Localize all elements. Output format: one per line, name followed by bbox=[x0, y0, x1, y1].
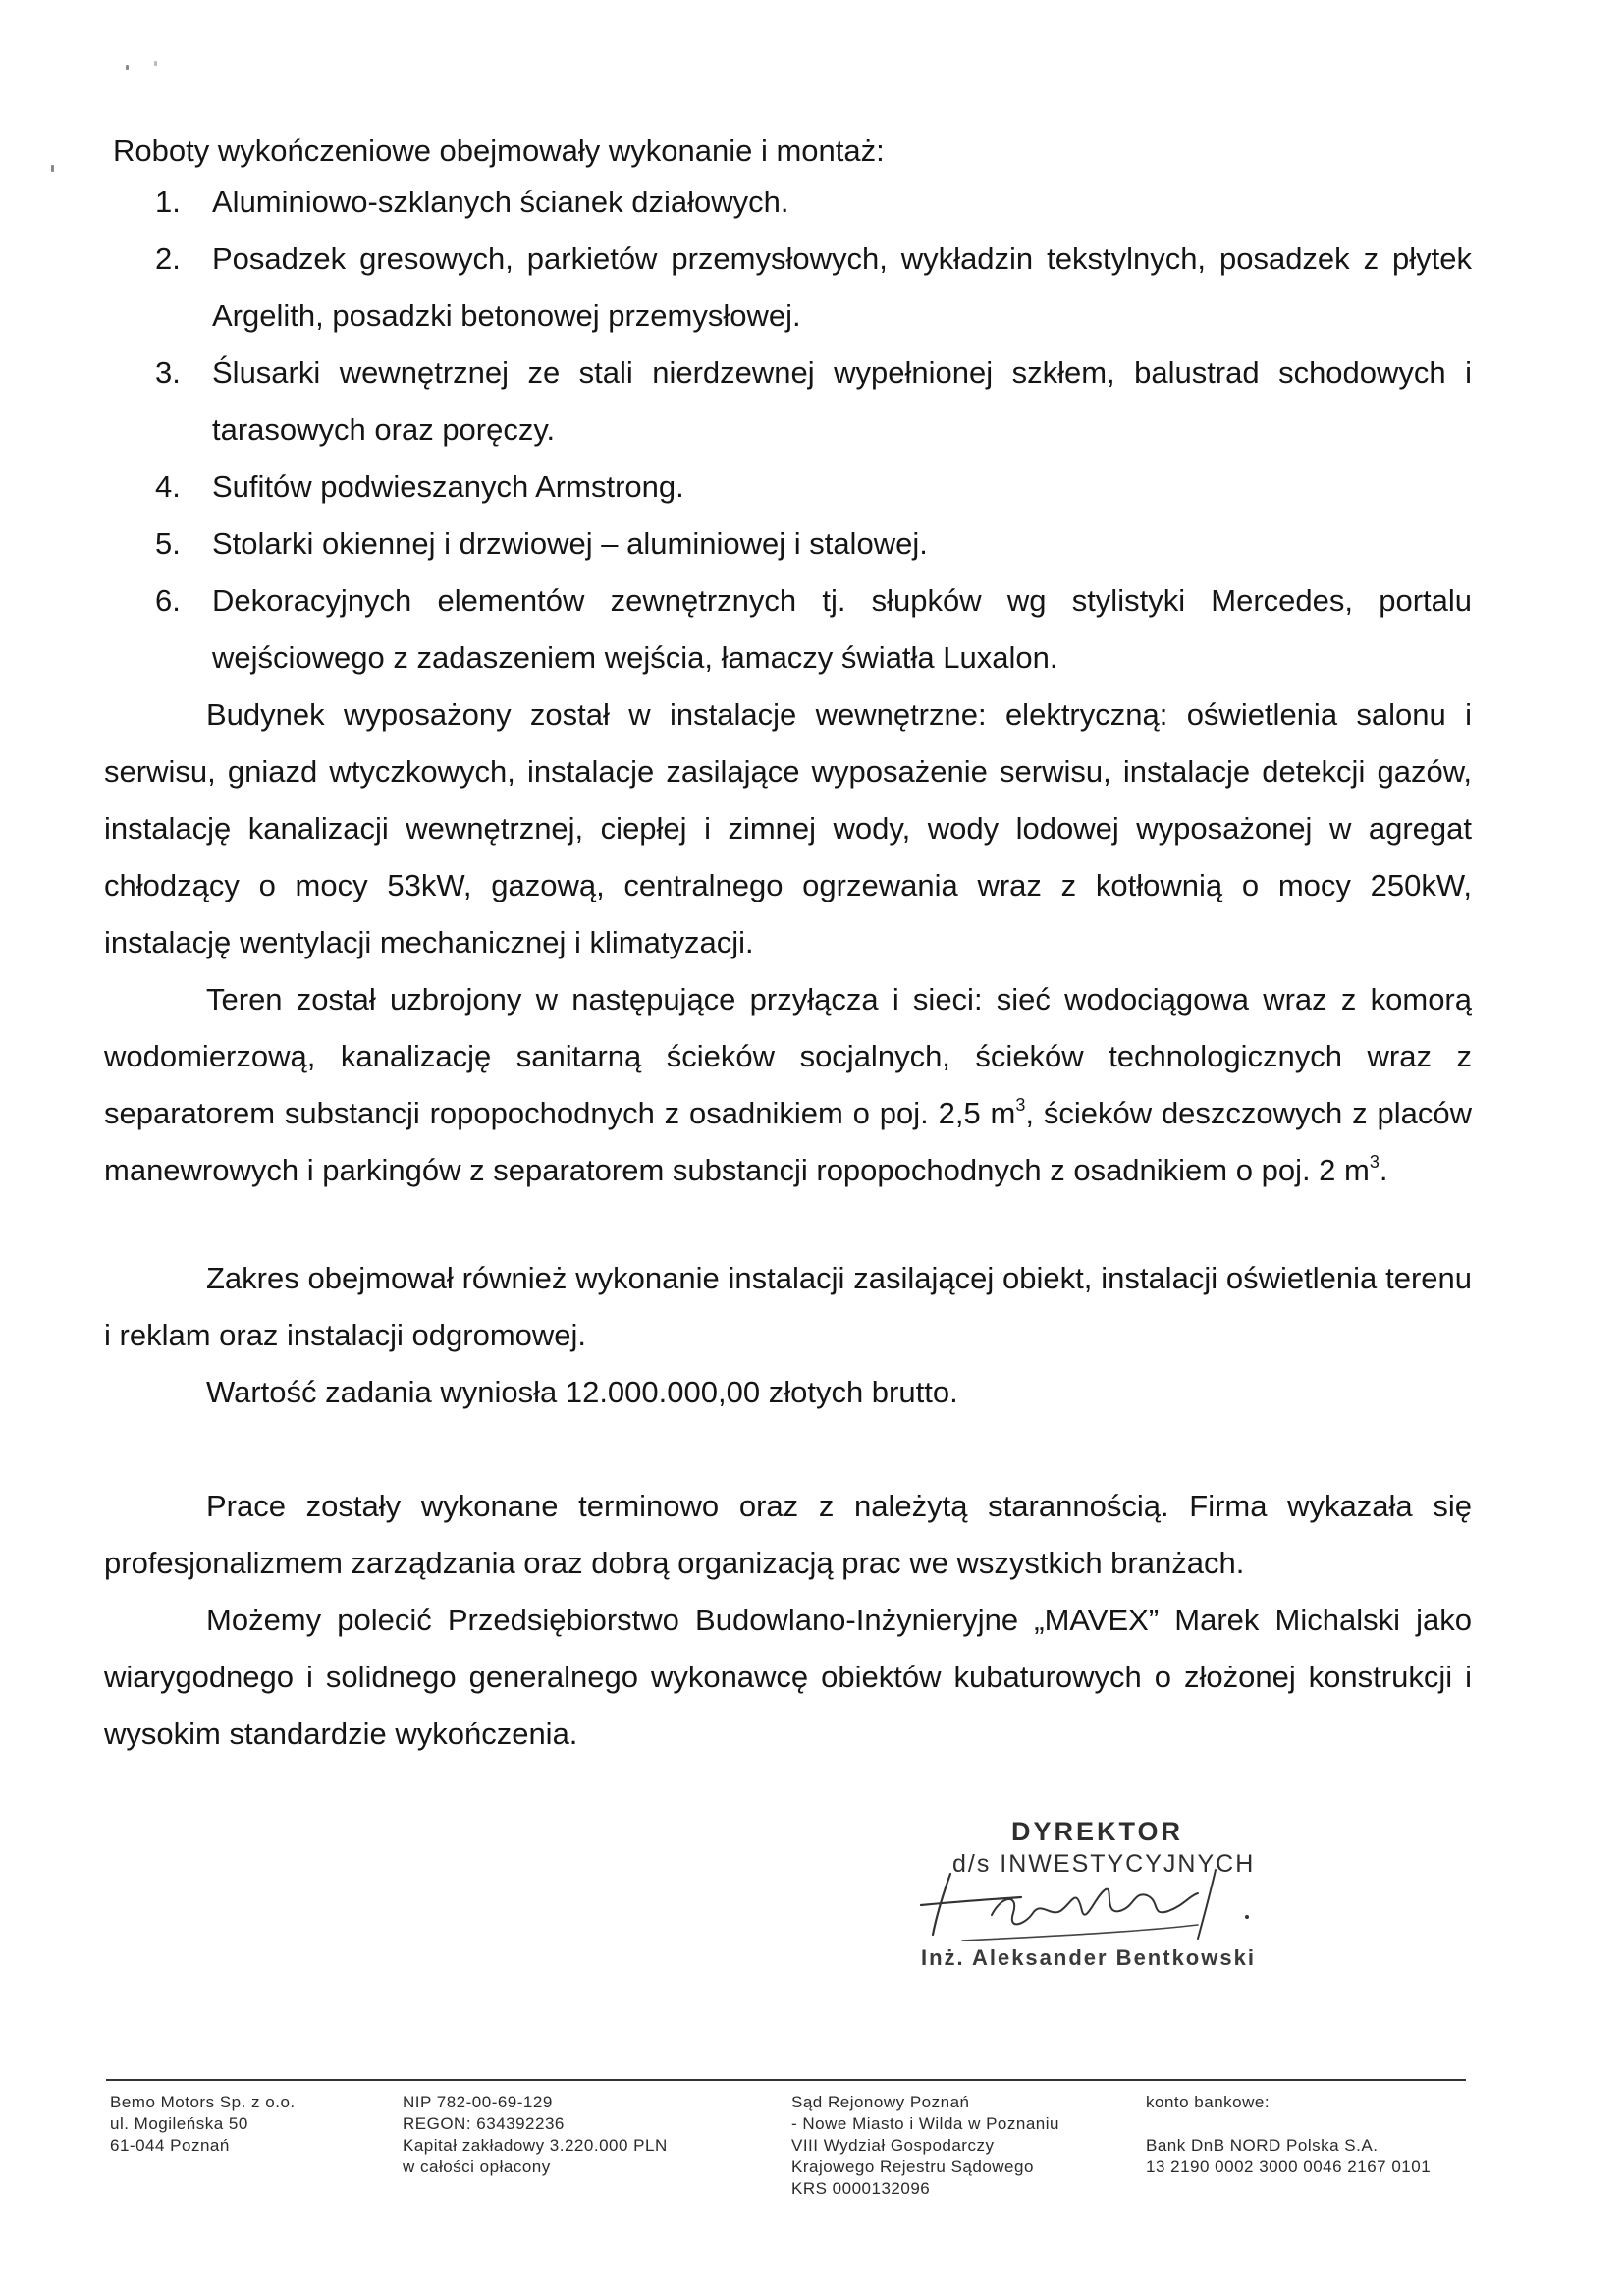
stamp-subtitle: d/s INWESTYCYJNYCH bbox=[952, 1850, 1256, 1878]
intro-line: Roboty wykończeniowe obejmowały wykonanie i montaż: bbox=[113, 134, 885, 168]
scan-speck bbox=[51, 165, 54, 172]
footer-bank: konto bankowe: Bank DnB NORD Polska S.A. 13 2190 0002 3000 0046 2167 0101 bbox=[1146, 2093, 1432, 2176]
signer-name: Inż. Aleksander Bentkowski bbox=[921, 1945, 1256, 1970]
stamp-title: DYREKTOR bbox=[1011, 1817, 1184, 1846]
footer-company: Bemo Motors Sp. z o.o. ul. Mogileńska 50 61-044 Poznań bbox=[110, 2093, 296, 2155]
footer-divider bbox=[106, 2079, 1466, 2081]
signature-stamp bbox=[864, 1817, 1296, 1994]
scan-speck bbox=[126, 65, 129, 70]
list-item: 3. Ślusarki wewnętrznej ze stali nierdzewnej wypełnionej szkłem, balustrad schodowych i tarasowych oraz poręczy. bbox=[155, 355, 1472, 447]
list-item: 2. Posadzek gresowych, parkietów przemysłowych, wykładzin tekstylnych, posadzek z płytek Argelith, posadzki betonowej przemysłowej. bbox=[155, 242, 1472, 333]
recommendation-paragraph: Możemy polecić Przedsiębiorstwo Budowlano-Inżynieryjne „MAVEX” Marek Michalski jako wiarygodnego i solidnego generalnego wykonawcę obiektów kubaturowych o złożonej konstrukcji i wysokim standardzie wykończenia. bbox=[104, 1603, 1472, 1751]
scan-speck bbox=[154, 61, 157, 66]
value-paragraph: Wartość zadania wyniosła 12.000.000,00 złotych brutto. bbox=[206, 1375, 958, 1409]
scope-paragraph: Zakres obejmował również wykonanie instalacji zasilającej obiekt, instalacji oświetlenia terenu i reklam oraz instalacji odgromowej. bbox=[104, 1261, 1472, 1352]
list-item: 4. Sufitów podwieszanych Armstrong. bbox=[155, 469, 684, 504]
quality-paragraph: Prace zostały wykonane terminowo oraz z należytą starannością. Firma wykazała się profesjonalizmem zarządzania oraz dobrą organizacją prac we wszystkich branżach. bbox=[104, 1489, 1472, 1580]
list-item: 1. Aluminiowo-szklanych ścianek działowych. bbox=[155, 185, 789, 219]
footer-registration: NIP 782-00-69-129 REGON: 634392236 Kapitał zakładowy 3.220.000 PLN w całości opłacony bbox=[403, 2093, 668, 2176]
handwritten-signature bbox=[903, 1856, 1257, 1954]
list-item: 5. Stolarki okiennej i drzwiowej – aluminiowej i stalowej. bbox=[155, 526, 928, 561]
works-list bbox=[104, 174, 1472, 686]
utilities-paragraph: Teren został uzbrojony w następujące przyłącza i sieci: sieć wodociągowa wraz z komorą wodomierzową, kanalizację sanitarną ścieków socjalnych, ścieków technologicznych wraz z separatorem substancji ropopochodnych z osadnikiem o poj. 2,5 $m^3$, ścieków deszczowych z placów manewrowych i parkingów z separatorem substancji ropopochodnych z osadnikiem o poj. 2 $m^3$. bbox=[104, 982, 1472, 1187]
list-item: 6. Dekoracyjnych elementów zewnętrznych tj. słupków wg stylistyki Mercedes, portalu wejściowego z zadaszeniem wejścia, łamaczy światła Luxalon. bbox=[155, 583, 1472, 675]
installations-paragraph: Budynek wyposażony został w instalacje wewnętrzne: elektryczną: oświetlenia salonu i serwisu, gniazd wtyczkowych, instalacje zasilające wyposażenie serwisu, instalacje detekcji gazów, instalację kanalizacji wewnętrznej, ciepłej i zimnej wody, wody lodowej wyposażonej w agregat chłodzący o mocy 53kW, gazową, centralnego ogrzewania wraz z kotłownią o mocy 250kW, instalację wentylacji mechanicznej i klimatyzacji. bbox=[104, 697, 1472, 959]
footer-court: Sąd Rejonowy Poznań - Nowe Miasto i Wilda w Poznaniu VIII Wydział Gospodarczy Krajowego Rejestru Sądowego KRS 0000132096 bbox=[791, 2093, 1059, 2198]
